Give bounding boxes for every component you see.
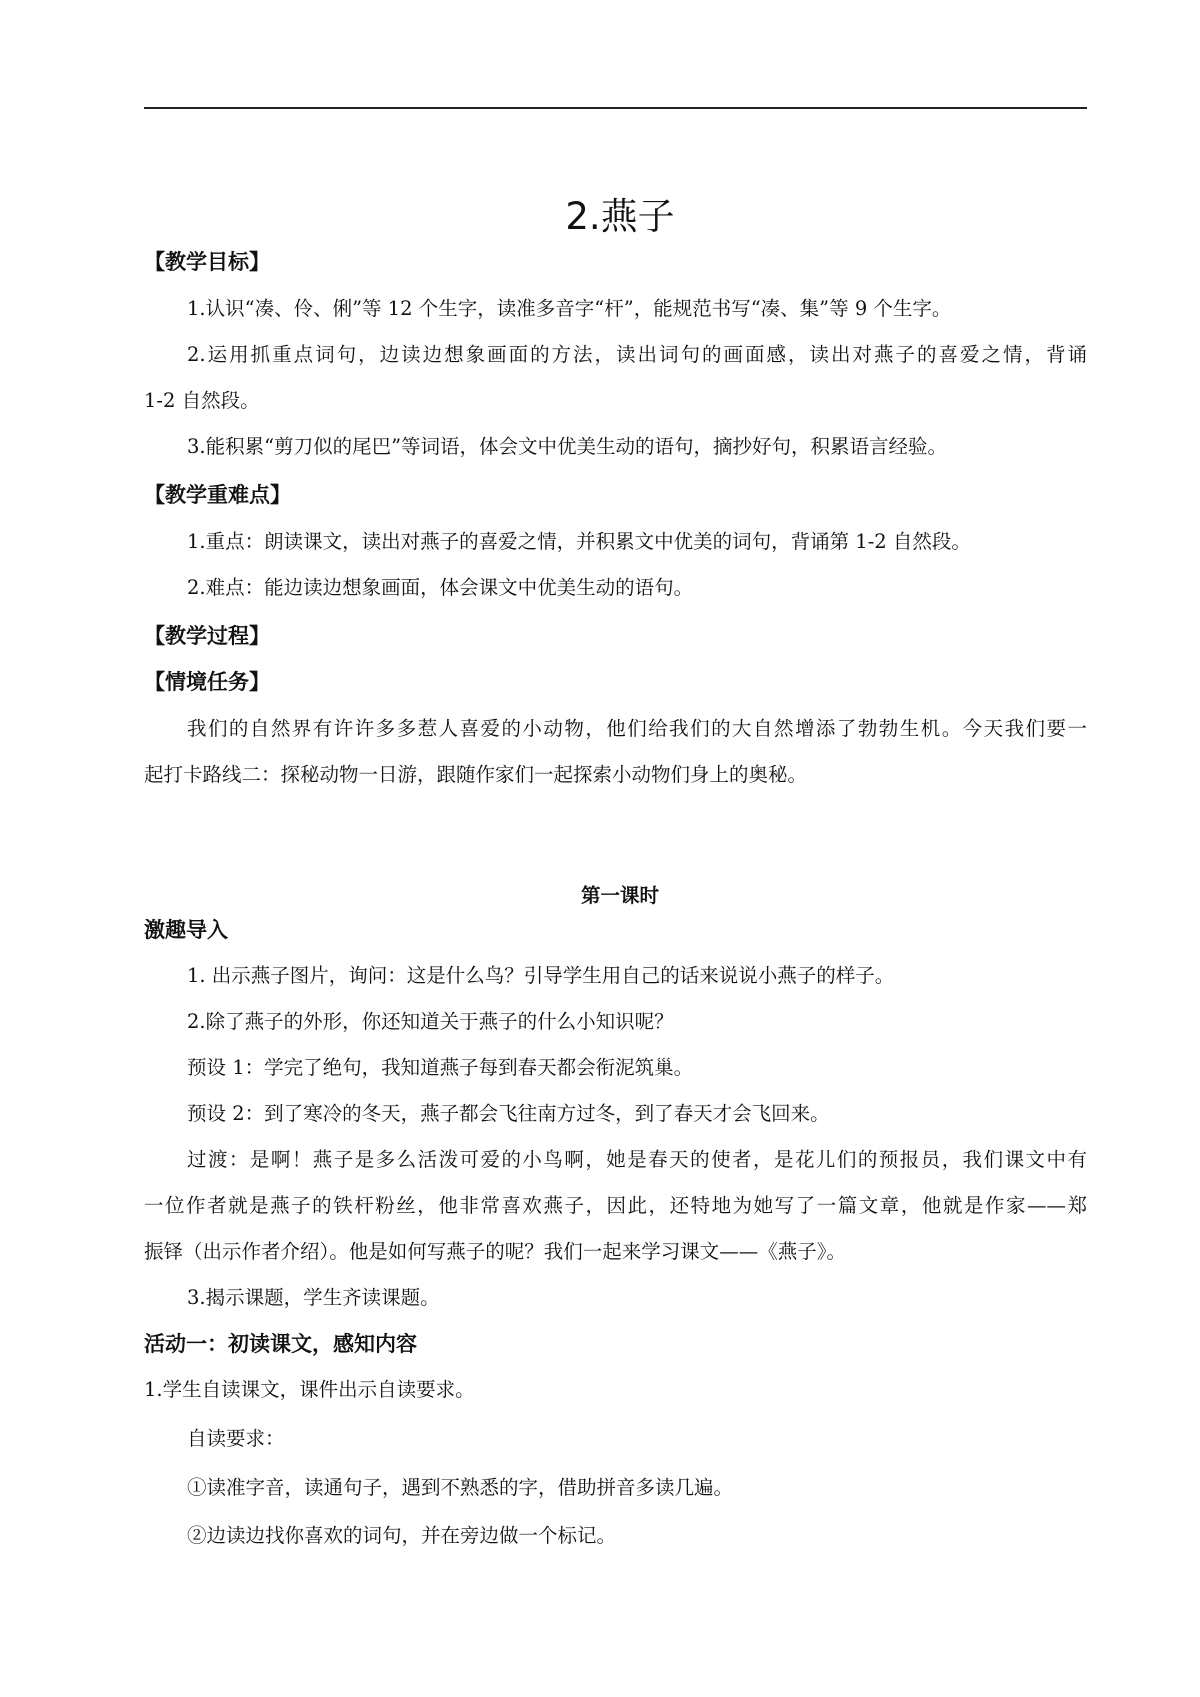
objective-3: 3.能积累“剪刀似的尾巴”等词语，体会文中优美生动的语句，摘抄好句，积累语言经验。 [187,435,948,458]
intro-line-2: 2.除了燕子的外形，你还知道关于燕子的什么小知识呢？ [187,1010,674,1033]
intro-line-8: 3.揭示课题，学生齐读课题。 [187,1286,440,1309]
heading-intro: 激趣导入 [144,918,228,942]
heading-key-points: 【教学重难点】 [144,483,291,507]
activity-1-line-2: 自读要求： [187,1427,285,1450]
heading-activity-1: 活动一：初读课文，感知内容 [144,1332,417,1356]
objective-1: 1.认识“凑、伶、俐”等 12 个生字，读准多音字“杆”，能规范书写“凑、集”等 9 个生字。 [187,297,952,320]
intro-line-4: 预设 2：到了寒冷的冬天，燕子都会飞往南方过冬，到了春天才会飞回来。 [187,1102,830,1125]
activity-1-line-1: 1.学生自读课文，课件出示自读要求。 [144,1378,475,1401]
key-point-2: 2.难点：能边读边想象画面，体会课文中优美生动的语句。 [187,576,694,599]
lesson-title: 第一课时 [580,884,659,907]
intro-line-7: 振铎（出示作者介绍）。他是如何写燕子的呢？我们一起来学习课文——《燕子》。 [144,1240,847,1263]
intro-line-3: 预设 1：学完了绝句，我知道燕子每到春天都会衔泥筑巢。 [187,1056,694,1079]
key-point-1: 1.重点：朗读课文，读出对燕子的喜爱之情，并积累文中优美的词句，背诵第 1-2 自然段。 [187,530,971,553]
task-line-2: 起打卡路线二：探秘动物一日游，跟随作家们一起探索小动物们身上的奥秘。 [144,763,808,786]
activity-1-line-3: ①读准字音，读通句子，遇到不熟悉的字，借助拼音多读几遍。 [187,1476,734,1499]
objective-2: 2.运用抓重点词句，边读边想象画面的方法，读出词句的画面感，读出对燕子的喜爱之情，背诵 [187,343,1087,366]
activity-1-line-4: ②边读边找你喜欢的词句，并在旁边做一个标记。 [187,1524,617,1547]
header-rule [144,107,1087,109]
intro-line-1: 1. 出示燕子图片，询问：这是什么鸟？引导学生用自己的话来说说小燕子的样子。 [187,964,895,987]
heading-task: 【情境任务】 [144,670,270,694]
task-line-1: 我们的自然界有许许多多惹人喜爱的小动物，他们给我们的大自然增添了勃勃生机。今天我们要一 [187,717,1087,740]
heading-process: 【教学过程】 [144,624,270,648]
page-title: 2.燕子 [565,195,675,238]
heading-objectives: 【教学目标】 [144,250,270,274]
intro-line-5: 过渡：是啊！燕子是多么活泼可爱的小鸟啊，她是春天的使者，是花儿们的预报员，我们课文中有 [187,1148,1087,1171]
objective-2-cont: 1-2 自然段。 [144,389,260,412]
intro-line-6: 一位作者就是燕子的铁杆粉丝，他非常喜欢燕子，因此，还特地为她写了一篇文章，他就是作家——郑 [144,1194,1087,1217]
